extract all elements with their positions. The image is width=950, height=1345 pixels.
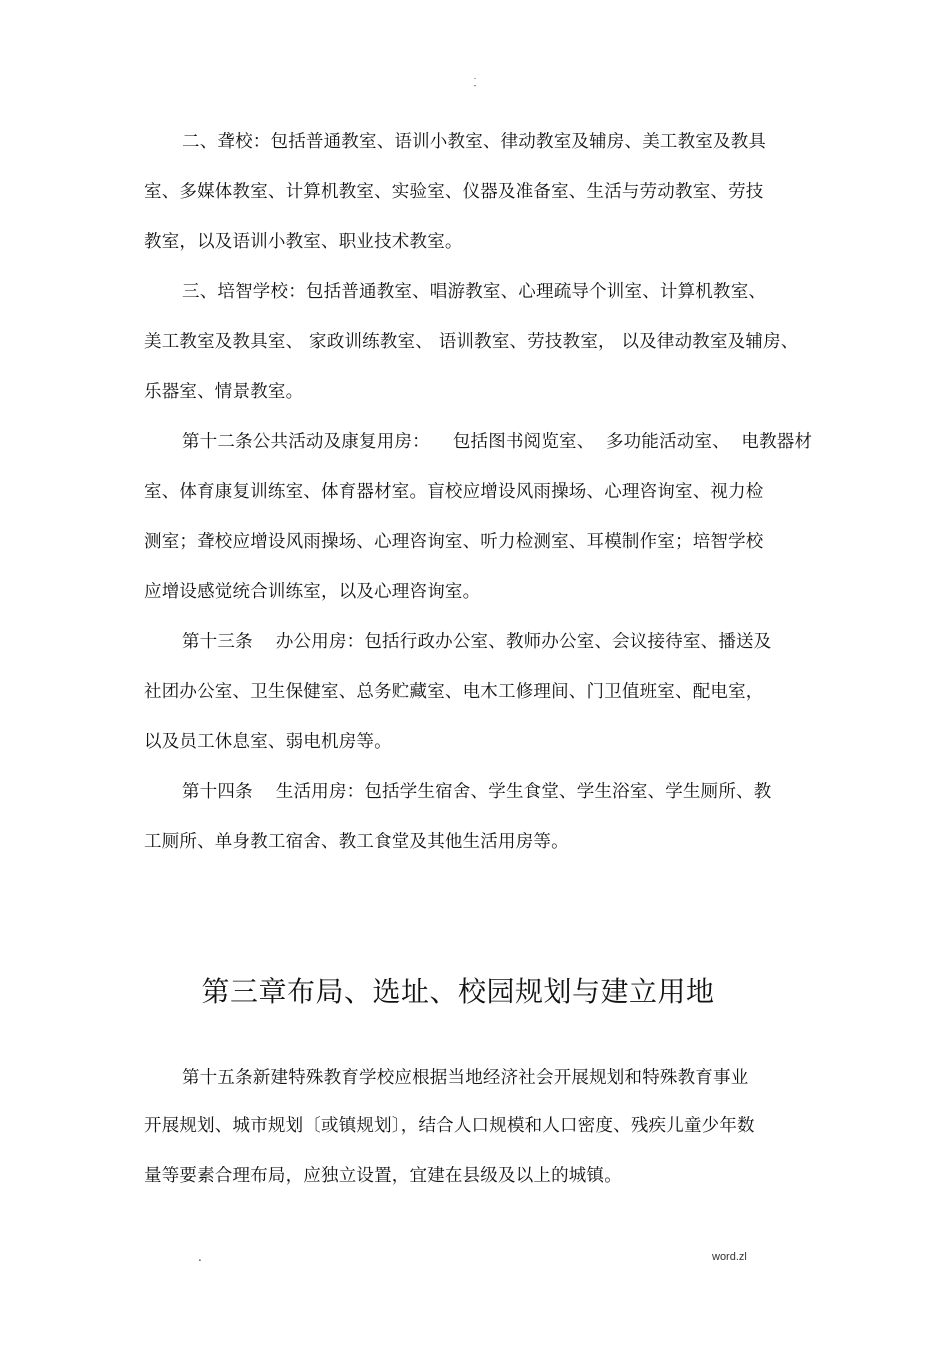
footer-text: word.zl [712,1251,747,1263]
paragraph-line: 美工教室及教具室、 家政训练教室、 语训教室、劳技教室， 以及律动教室及辅房、 [144,332,799,352]
paragraph-line: 测室；聋校应增设风雨操场、心理咨询室、听力检测室、耳模制作室；培智学校 [144,532,764,552]
paragraph-line: 应增设感觉统合训练室，以及心理咨询室。 [144,582,481,602]
header-mark-bottom: - [473,81,477,90]
paragraph-line: 第十二条公共活动及康复用房： 包括图书阅览室、 多功能活动室、 电教器材 [182,432,813,452]
chapter-title: 第三章布局、选址、校园规划与建立用地 [201,975,715,1008]
header-mark-top: . [473,72,477,81]
paragraph-line: 工厕所、单身教工宿舍、教工食堂及其他生活用房等。 [144,832,569,852]
paragraph-line: 二、聋校：包括普通教室、语训小教室、律动教室及辅房、美工教室及教具 [182,132,767,152]
paragraph-line: 室、多媒体教室、计算机教室、实验室、仪器及准备室、生活与劳动教室、劳技 [144,182,764,202]
paragraph-line: 室、体育康复训练室、体育器材室。盲校应增设风雨操场、心理咨询室、视力检 [144,482,764,502]
paragraph-line: 第十四条 生活用房：包括学生宿舍、学生食堂、学生浴室、学生厕所、教 [182,782,772,802]
paragraph-line: 乐器室、情景教室。 [144,382,304,402]
paragraph-line: 量等要素合理布局，应独立设置，宜建在县级及以上的城镇。 [144,1166,622,1186]
paragraph-line: 第十五条新建特殊教育学校应根据当地经济社会开展规划和特殊教育事业 [182,1068,749,1088]
paragraph-line: 以及员工休息室、弱电机房等。 [144,732,392,752]
page-header-mark [468,72,482,90]
paragraph-line: 开展规划、城市规划〔或镇规划〕，结合人口规模和人口密度、残疾儿童少年数 [144,1116,755,1136]
paragraph-line: 第十三条 办公用房：包括行政办公室、教师办公室、会议接待室、播送及 [182,632,772,652]
paragraph-line: 社团办公室、卫生保健室、总务贮藏室、电木工修理间、门卫值班室、配电室， [144,682,764,702]
footer-dot: . [198,1250,202,1264]
paragraph-line: 教室，以及语训小教室、职业技术教室。 [144,232,463,252]
paragraph-line: 三、培智学校：包括普通教室、唱游教室、心理疏导个训室、计算机教室、 [182,282,767,302]
